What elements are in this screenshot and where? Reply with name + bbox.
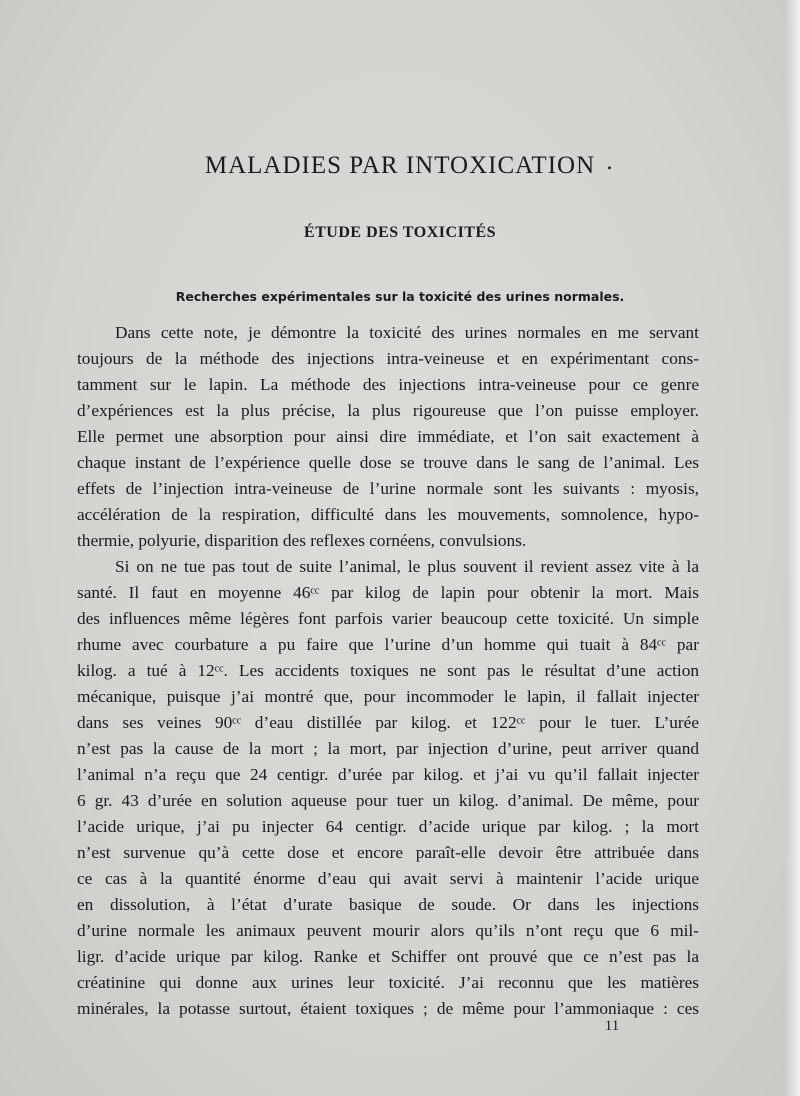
text-line: toujours de la méthode des injections intra-veineuse et en expérimentant cons- — [77, 349, 699, 368]
text-line: l’animal n’a reçu que 24 centigr. d’urée par kilog. et j’ai vu qu’il fallait injecter — [77, 765, 699, 784]
text-line: dans ses veines 90ᶜᶜ d’eau distillée par kilog. et 122ᶜᶜ pour le tuer. L’urée — [77, 713, 699, 732]
text-line: minérales, la potasse surtout, étaient toxiques ; de même pour l’ammoniaque : ces — [77, 999, 699, 1018]
text-line: ce cas à la quantité énorme d’eau qui avait servi à maintenir l’acide urique — [77, 869, 699, 888]
title-stray-mark: . — [606, 150, 613, 175]
text-line: mécanique, puisque j’ai montré que, pour incommoder le lapin, il fallait injecter — [77, 687, 699, 706]
text-line: rhume avec courbature a pu faire que l’urine d’un homme qui tuait à 84ᶜᶜ par — [77, 635, 699, 654]
text-line: l’acide urique, j’ai pu injecter 64 centigr. d’acide urique par kilog. ; la mort — [77, 817, 699, 836]
text-line: accélération de la respiration, difficulté dans les mouvements, somnolence, hypo- — [77, 505, 699, 524]
page-number: 11 — [604, 1018, 620, 1034]
text-line: thermie, polyurie, disparition des reflexes cornéens, convulsions. — [77, 531, 527, 550]
text-line: en dissolution, à l’état d’urate basique de soude. Or dans les injections — [77, 895, 699, 914]
section-subtitle: ÉTUDE DES TOXICITÉS — [303, 224, 497, 241]
text-line: tamment sur le lapin. La méthode des injections intra-veineuse pour ce genre — [77, 375, 699, 394]
section-heading: Recherches expérimentales sur la toxicité des urines normales. — [175, 289, 625, 304]
text-line: des influences même légères font parfois varier beaucoup cette toxicité. Un simple — [77, 609, 699, 628]
text-line: n’est survenue qu’à cette dose et encore paraît-elle devoir être attribuée dans — [77, 843, 699, 862]
text-line: d’expériences est la plus précise, la plus rigoureuse que l’on puisse employer. — [77, 401, 699, 420]
text-line: effets de l’injection intra-veineuse de l’urine normale sont les suivants : myosis, — [77, 479, 699, 498]
text-line: santé. Il faut en moyenne 46ᶜᶜ par kilog de lapin pour obtenir la mort. Mais — [77, 583, 699, 602]
text-line: créatinine qui donne aux urines leur toxicité. J’ai reconnu que les matières — [77, 973, 699, 992]
text-line: Elle permet une absorption pour ainsi dire immédiate, et l’on sait exactement à — [77, 427, 699, 446]
text-line: Si on ne tue pas tout de suite l’animal, le plus souvent il revient assez vite à la — [115, 557, 699, 576]
page-title: MALADIES PAR INTOXICATION — [204, 152, 596, 179]
text-line: n’est pas la cause de la mort ; la mort, par injection d’urine, peut arriver quand — [77, 739, 699, 758]
text-line: kilog. a tué à 12ᶜᶜ. Les accidents toxiques ne sont pas le résultat d’une action — [77, 661, 699, 680]
text-line: d’urine normale les animaux peuvent mourir alors qu’ils n’ont reçu que 6 mil- — [77, 921, 699, 940]
text-line: chaque instant de l’expérience quelle dose se trouve dans le sang de l’animal. Les — [77, 453, 699, 472]
text-line: 6 gr. 43 d’urée en solution aqueuse pour tuer un kilog. d’animal. De même, pour — [77, 791, 699, 810]
text-line: ligr. d’acide urique par kilog. Ranke et Schiffer ont prouvé que ce n’est pas la — [77, 947, 699, 966]
text-line: Dans cette note, je démontre la toxicité des urines normales en me servant — [115, 323, 699, 342]
